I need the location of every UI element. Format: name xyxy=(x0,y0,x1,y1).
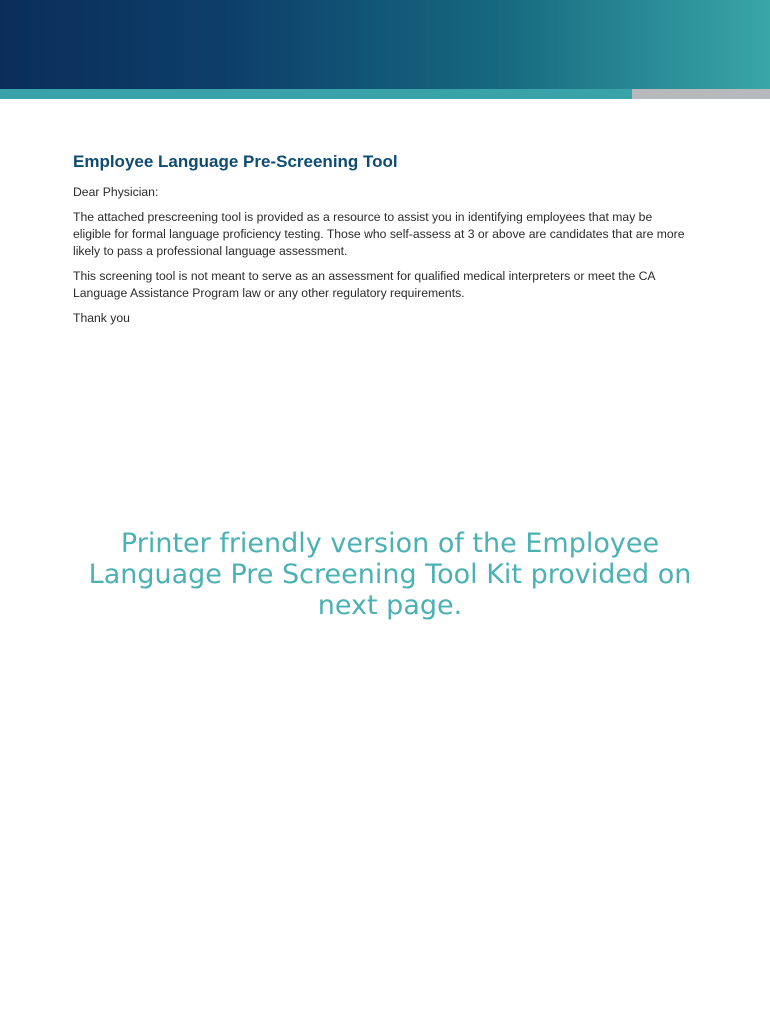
header-stripe-gray xyxy=(632,89,770,99)
printer-friendly-note: Printer friendly version of the Employee Language Pre Screening Tool Kit provided on next page. xyxy=(88,528,692,621)
header-stripe-teal xyxy=(0,89,632,99)
paragraph-disclaimer: This screening tool is not meant to serve as an assessment for qualified medical interpreters or meet the CA Language Assistance Program law or any other regulatory requirements. xyxy=(73,269,655,300)
document-title: Employee Language Pre-Screening Tool xyxy=(73,152,398,171)
letter-content xyxy=(73,150,693,335)
closing: Thank you xyxy=(73,311,130,325)
paragraph-purpose: The attached prescreening tool is provided as a resource to assist you in identifying employees that may be eligible for formal language proficiency testing. Those who self-assess at 3 or above are candidates that are more likely to pass a professional language assessment. xyxy=(73,210,685,258)
header-banner xyxy=(0,0,770,89)
header-stripe xyxy=(0,89,770,99)
salutation: Dear Physician: xyxy=(73,185,159,199)
